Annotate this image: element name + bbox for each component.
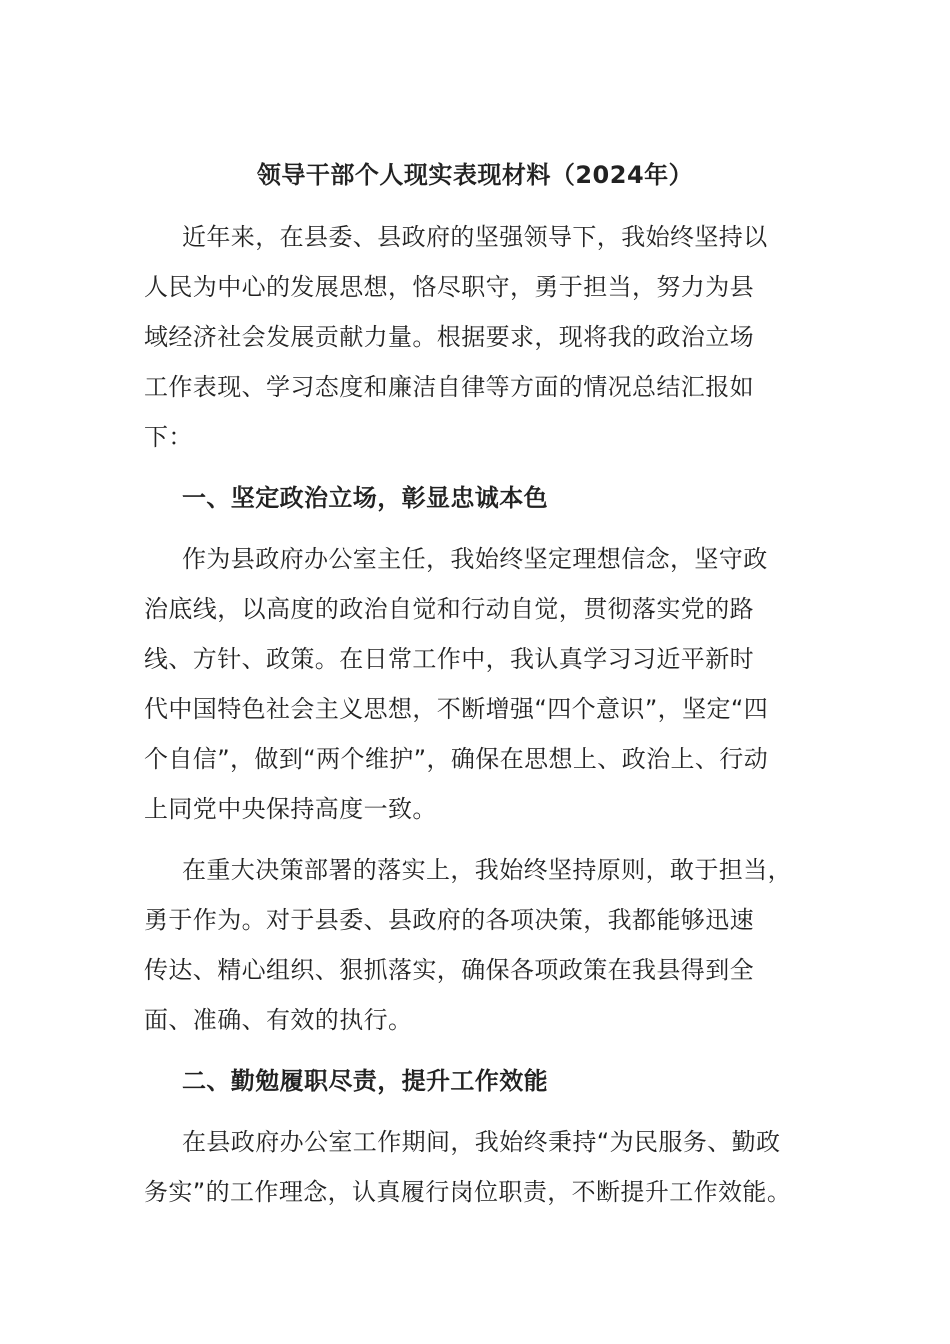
intro-line-4: 工作表现、学习态度和廉洁自律等方面的情况总结汇报如: [144, 373, 754, 401]
document-title: 领导干部个人现实表现材料（2024年）: [256, 161, 694, 189]
section-2-heading: 二、勤勉履职尽责，提升工作效能: [182, 1067, 548, 1095]
section-2-paragraph-1: [144, 1117, 834, 1217]
s2p1-line-1: 在县政府办公室工作期间，我始终秉持“为民服务、勤政: [182, 1128, 781, 1156]
s1p2-line-4: 面、准确、有效的执行。: [144, 1006, 413, 1034]
s1p2-line-2: 勇于作为。对于县委、县政府的各项决策，我都能够迅速: [144, 906, 754, 934]
s1p1-line-6: 上同党中央保持高度一致。: [144, 795, 437, 823]
s1p2-line-3: 传达、精心组织、狠抓落实，确保各项政策在我县得到全: [144, 956, 754, 984]
s1p1-line-3: 线、方针、政策。在日常工作中，我认真学习习近平新时: [144, 645, 754, 673]
section-1-paragraph-1: [144, 534, 834, 834]
s1p1-line-5: 个自信”，做到“两个维护”，确保在思想上、政治上、行动: [144, 745, 769, 773]
intro-line-3: 域经济社会发展贡献力量。根据要求，现将我的政治立场: [144, 323, 754, 351]
s1p1-line-1: 作为县政府办公室主任，我始终坚定理想信念，坚守政: [182, 545, 768, 573]
section-1-heading: 一、坚定政治立场，彰显忠诚本色: [182, 484, 548, 512]
intro-line-2: 人民为中心的发展思想，恪尽职守，勇于担当，努力为县: [144, 273, 754, 301]
intro-paragraph: [144, 212, 834, 462]
s1p2-line-1: 在重大决策部署的落实上，我始终坚持原则，敢于担当，: [182, 856, 792, 884]
intro-line-1: 近年来，在县委、县政府的坚强领导下，我始终坚持以: [182, 223, 768, 251]
section-1-paragraph-2: [144, 845, 834, 1045]
s1p1-line-4: 代中国特色社会主义思想，不断增强“四个意识”，坚定“四: [144, 695, 769, 723]
intro-line-5: 下：: [144, 423, 193, 451]
s2p1-line-2: 务实”的工作理念，认真履行岗位职责，不断提升工作效能。: [144, 1178, 792, 1206]
s1p1-line-2: 治底线，以高度的政治自觉和行动自觉，贯彻落实党的路: [144, 595, 754, 623]
